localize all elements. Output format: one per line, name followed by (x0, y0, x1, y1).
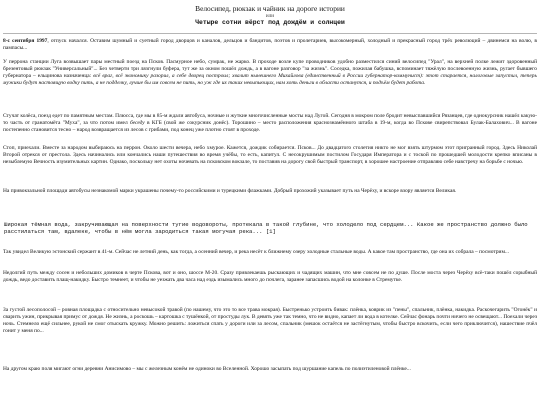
paragraph-2-italic: всё враг, всё экономику разорил, а себе дворец построил; хвалит нынешнего Михайлова (единственный в России губернатор-коммунист): этот старается, налоговые запустил, теперь мужики будут настоящую водку пить, а не подделку, лучше бы им совсем не пить, но уж где их таких невыпьющих, нам хоть деньги в области останутся, и подъём будет работа. (3, 72, 537, 86)
quote-block (4, 221, 532, 236)
date-heading: 8-с сентября 1997 (3, 38, 48, 44)
paragraph-5 (3, 188, 537, 195)
paragraph-9 (3, 366, 537, 373)
header-divider (3, 33, 537, 34)
document-header (0, 4, 540, 27)
paragraph-9-text: На другом краю поля мигают огни деревни Анисимово – мы с железным конём не одиноки во Вселенной. Хорошо засыпать под шуршание капель по полиэтиленовой плёнке... (3, 366, 411, 372)
paragraph-2 (3, 59, 537, 87)
paragraph-8 (3, 307, 537, 335)
paragraph-8-text: За густой лесополосой – ровная площадка с относительно невысокой травой (по нашему, что это то все трава мокрая). Быстренько устроить бивак: плёнка, коврик из "пены", спальник, плёнка, накидка. Раскочегарить "Огонёк" и сварить ужин, прикрывая примус от дождя. Не жизнь, а роскошь – картошка с тушёнкой, от простуды лук. В девять уже так темно, что не видно, капает ли вода в котелке. Сейчас фонарь почти ничего не освещают... Поехали через ночь. Стемнело ещё сильнее, рукой не смог отыскать кружку. Можно решить: ложиться спать у дороги или за лесом, спальник (мешок остаётся не застёгнутым, чтобы быстро вскочить, если чего приключится), нашествие пчёл гонит у меня по... (3, 307, 537, 334)
paragraph-7-text: Недолгий путь между сосен и небольших домиков в черте Пскова, вот и оно, шоссе М-20. Сразу привлекаешь рыскающих и чадящих машин, что мне совсем не по душе. После моста через Черёху всё-таки пошёл сорыбный дождь, ведо доставить плащ-накидку. Быстро темнеет, и чтобы не уезжать два часа над ездь изымались много до почлега, заранее запасшись водой на колонке в Стремутке. (3, 270, 537, 283)
paragraph-3-italic: беседу (129, 119, 145, 126)
paragraph-6-text: Так увидел Великую эстонский сержант в 41-м. Сейчас не летний день, как тогда, а осенний вечер, и река несёт к ближнему озеру холодные стальные воды. А какое там пространство, где она их собрала – посмотрим... (3, 249, 509, 255)
paragraph-4-text: Стоп, приехали. Вместе за народом выбираюсь на перрон. Около шести вечера, небо хмурое. Кажется, дождик собирается. Псков... До двадцатого столетия никто не мог взять штурмом этот пригранный город. Здесь Николай Второй отрекся от престола. Здесь начинались или кончались наши путешествия во время учёбы, то есть, капитул. С несокрушимым постилом Государя Императора и с тоской по прошедшей молодости крепко вписаны в незыблемую Вечность изумительных картин. Однако, поскольку нет охоты ночевать на псковском вокзале, то поставив на дорогу свой быстрый транспорт, в хорошее настроение отправляю себе навстречу на борьбе с ночью. (3, 145, 537, 165)
paragraph-1 (3, 38, 537, 52)
document-title-or: или (265, 13, 275, 19)
paragraph-1-text: , отпуск начался. Оставим шумный и суетный город дворцов и каналов, дельцов и бандитов, поэтов и пролетариев, высокомерный, холодный и прекрасный город трёх революций – двинемся на волю, в пампасы... (3, 38, 537, 51)
paragraph-2-text: У перрона станции Луга возвышает пары местный поезд на Псков. Пасмурное небо, сумрак, не жарко. В проходе возле купе проводников удобно разместился синий велосипед "Урал", на верхней полке лежит здоровенный брезентовый рюкзак "Универсальный"... Без четверти три лязгнули буфера, тут же за окном пошёл дождь, а в вагоне разговор "за жизнь". Соседка, пожилая бабушка, вспоминает тяжёлую послевоенную жизнь, ругает бывшего губернатора – ельцинова назначенца: (3, 59, 537, 79)
quote-text: Широкая тёмная вода, закручивающая на поверхности тугие водовороты, протекала в такой глубине, что холодело под сердцем... Какое же пространство должно было расстилаться там, вдалеке, чтобы в нём могла зародиться такая могучая река... [1] (4, 221, 528, 236)
paragraph-3 (3, 113, 537, 134)
paragraph-3-text-2: в КГБ (свой же сокурсник донёс). Торошино – место расположения краснознамённого штаба в 19-м, когда во Пскове свирепствовал Булак-Балахович... В вагоне постепенно становится тесно – народ возвращается из лесов с грибами, под конец уже плотно стоят в проходе. (3, 119, 537, 133)
paragraph-5-text: На привокзальной площади автобусы незнакомой марки украшены почему-то российскими и турецкими флажками. Добрый прохожий указывает путь на Черёху, и вскоре взору является Великая. (3, 188, 457, 194)
paragraph-7 (3, 270, 537, 284)
document-title: Велосипед, рюкзак и чайник на дороге истории (195, 4, 345, 13)
document-subtitle: Четыре сотни вёрст под дождём и солнцем (195, 19, 345, 26)
paragraph-6 (3, 249, 537, 256)
paragraph-3-text: Стучат колёса, поезд едет по памятным местам. Плюсса, где мы в 85-м ждали автобуса, ночные и жуткие многочисленные мосты над Лугой. Сегодня в мокром поле бродит невыспавшийся Рязанцев, где однокурсник нашёл какую-то часть от гранатомёта "Муха", за что потом имел (3, 113, 537, 126)
paragraph-4 (3, 145, 537, 166)
